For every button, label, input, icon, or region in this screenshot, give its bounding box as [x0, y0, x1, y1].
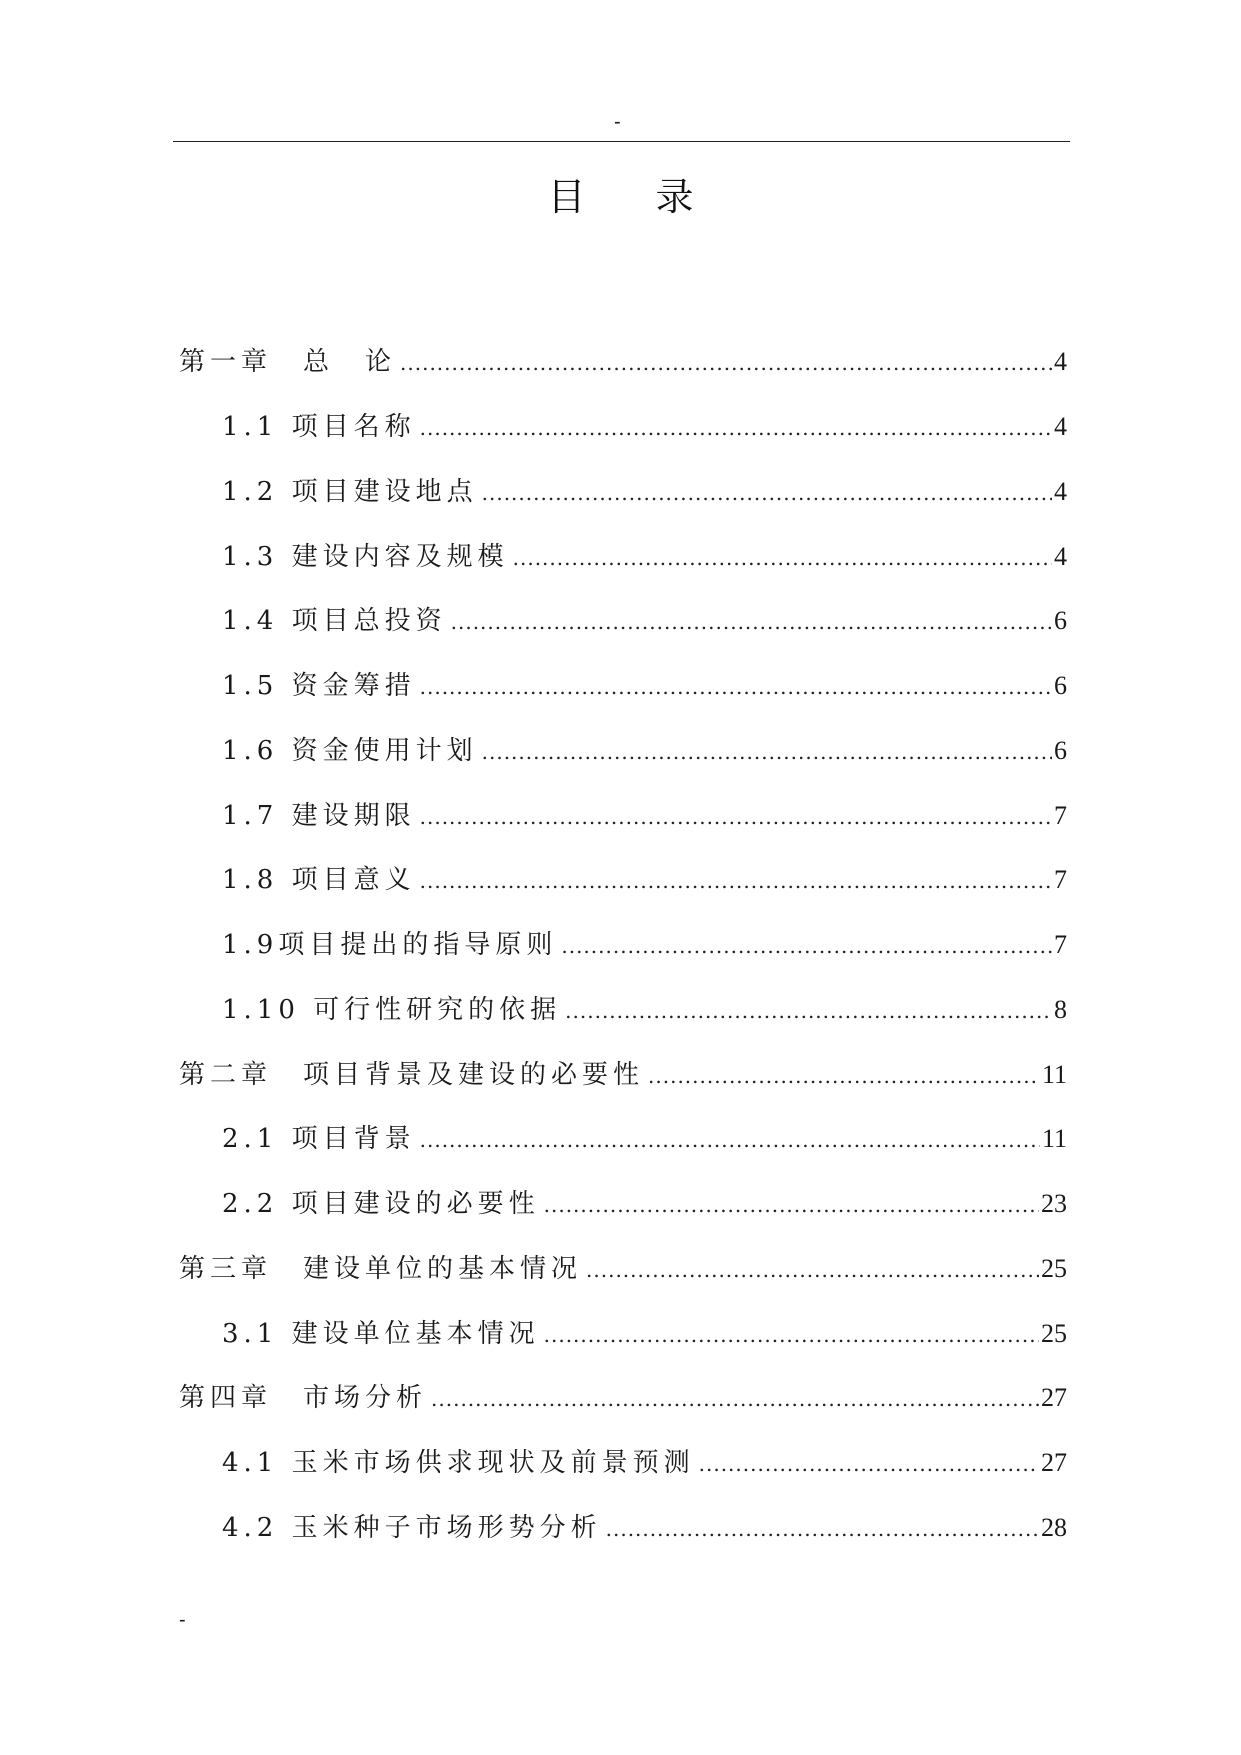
toc-entry-page: 4 [1054, 412, 1067, 441]
toc-entry-page: 25 [1041, 1254, 1067, 1283]
toc-entry[interactable] [222, 860, 1067, 900]
toc-entry-page: 6 [1054, 606, 1067, 635]
toc-entry[interactable] [179, 342, 1067, 382]
toc-entry[interactable] [179, 1378, 1067, 1418]
toc-entry-page: 8 [1054, 995, 1067, 1024]
toc-entry-page: 23 [1041, 1189, 1067, 1218]
toc-entry-page: 6 [1054, 671, 1067, 700]
toc-leader-dots [565, 991, 1052, 1031]
toc-entry-label: 2.1 项目背景 [222, 1124, 416, 1154]
toc-entry-label: 第二章 项目背景及建设的必要性 [179, 1060, 645, 1090]
toc-entry-label: 4.2 玉米种子市场形势分析 [222, 1513, 602, 1543]
toc-entry-label: 4.1 玉米市场供求现状及前景预测 [222, 1448, 695, 1478]
toc-entry-label: 2.2 项目建设的必要性 [222, 1189, 540, 1219]
toc-entry-page: 7 [1054, 801, 1067, 830]
toc-entry-page: 6 [1054, 736, 1067, 765]
toc-entry-page: 27 [1041, 1383, 1067, 1412]
toc-leader-dots [586, 1250, 1039, 1290]
toc-entry-page: 25 [1041, 1319, 1067, 1348]
toc-leader-dots [420, 861, 1052, 901]
footer-mark: - [179, 1609, 186, 1631]
toc-entry[interactable] [179, 1249, 1067, 1289]
toc-entry-label: 1.7 建设期限 [222, 801, 416, 831]
toc-leader-dots [420, 408, 1052, 448]
toc-entry[interactable] [222, 1184, 1067, 1224]
toc-leader-dots [451, 602, 1052, 642]
toc-entry[interactable] [222, 537, 1067, 577]
toc-entry-label: 第三章 建设单位的基本情况 [179, 1254, 583, 1284]
toc-entry[interactable] [222, 925, 1067, 965]
toc-leader-dots [420, 797, 1052, 837]
toc-entry-label: 1.1 项目名称 [222, 412, 416, 442]
toc-leader-dots [544, 1185, 1039, 1225]
toc-entry[interactable] [222, 1119, 1067, 1159]
toc-entry-page: 27 [1041, 1448, 1067, 1477]
toc-entry-label: 第一章 总 论 [179, 347, 397, 377]
toc-entry-page: 7 [1054, 865, 1067, 894]
toc-entry[interactable] [222, 666, 1067, 706]
toc-leader-dots [431, 1379, 1039, 1419]
toc-leader-dots [648, 1056, 1040, 1096]
toc-entry[interactable] [222, 731, 1067, 771]
toc-entry-page: 28 [1041, 1513, 1067, 1542]
toc-entry-label: 第四章 市场分析 [179, 1383, 428, 1413]
toc-entry[interactable] [222, 1314, 1067, 1354]
toc-entry[interactable] [222, 407, 1067, 447]
toc-entry-page: 4 [1054, 542, 1067, 571]
toc-leader-dots [400, 343, 1052, 383]
toc-leader-dots [699, 1444, 1039, 1484]
header-mark: - [614, 111, 621, 133]
toc-leader-dots [606, 1509, 1039, 1549]
toc-entry-page: 11 [1041, 1060, 1067, 1089]
toc-entry-page: 7 [1054, 930, 1067, 959]
toc-leader-dots [544, 1315, 1039, 1355]
toc-entry-label: 1.3 建设内容及规模 [222, 542, 509, 572]
toc-entry[interactable] [222, 796, 1067, 836]
toc-entry-label: 1.6 资金使用计划 [222, 736, 478, 766]
toc-leader-dots [561, 926, 1052, 966]
toc-entry-label: 1.9项目提出的指导原则 [222, 930, 558, 960]
toc-entry-page: 4 [1054, 477, 1067, 506]
toc-entry[interactable] [222, 990, 1067, 1030]
toc-leader-dots [513, 538, 1052, 578]
toc-entry-label: 1.8 项目意义 [222, 865, 416, 895]
toc-entry[interactable] [222, 1443, 1067, 1483]
toc-leader-dots [420, 667, 1052, 707]
toc-title: 目录 [547, 175, 764, 219]
toc-leader-dots [482, 473, 1052, 513]
toc-entry-label: 1.2 项目建设地点 [222, 477, 478, 507]
toc-entry-label: 3.1 建设单位基本情况 [222, 1319, 540, 1349]
toc-leader-dots [482, 732, 1052, 772]
toc-entry[interactable] [222, 472, 1067, 512]
toc-entry[interactable] [222, 1508, 1067, 1548]
toc-entry[interactable] [179, 1055, 1067, 1095]
toc-entry[interactable] [222, 601, 1067, 641]
toc-entry-label: 1.10 可行性研究的依据 [222, 995, 562, 1025]
toc-entry-page: 4 [1054, 347, 1067, 376]
toc-entry-label: 1.4 项目总投资 [222, 606, 447, 636]
toc-entry-label: 1.5 资金筹措 [222, 671, 416, 701]
toc-leader-dots [420, 1120, 1040, 1160]
toc-entry-page: 11 [1041, 1124, 1067, 1153]
